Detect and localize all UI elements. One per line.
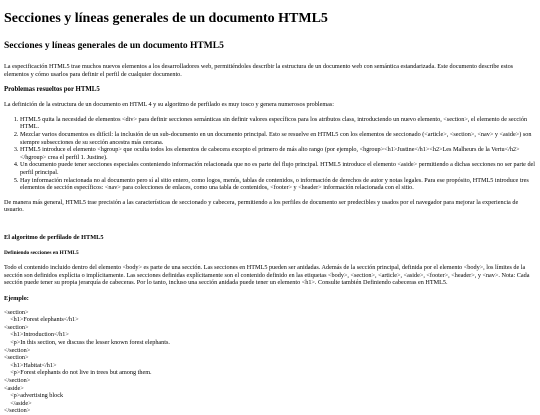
defining-heading: Definiendo secciones en HTML5 [4,249,79,256]
list-item: 5. Hay información relacionada no al documento pero sí al sitio entero, como logos, menús, tablas de contenidos, o información de derechos de autor y notas legales. Para ese propósito, HTML5 introduce tres elementos de sección específicos: <nav> para colecciones de enlaces, como una tabla de contenidos, <footer> y <header> información relacionada con el sitio. [20,177,536,192]
list-item: 2. Mezclar varios documentos es difícil: la inclusión de un sub-documento en un documento principal. Esto se resuelve en HTML5 con los elementos de seccionado (<article>, <section>, <nav> y <aside>) son siempre subsecciones de su sección ancestra más cercana. [20,131,536,146]
problems-conclusion: De manera más general, HTML5 trae precisión a las características de seccionado y cabecera, permitiendo a los perfiles de documento ser predecibles y usados por el navegador para mejorar la experiencia de usuario. [4,198,519,214]
problems-list [4,116,536,192]
section-title: Secciones y líneas generales de un documento HTML5 [4,41,224,51]
problems-intro: La definición de la estructura de un documento en HTML 4 y su algoritmo de perfilado es muy tosco y genera numerosos problemas: [4,101,335,109]
page-title: Secciones y líneas generales de un documento HTML5 [4,11,328,26]
defining-paragraph: Todo el contenido incluido dentro del elemento <body> es parte de una sección. Las secciones en HTML5 pueden ser anidadas. Además de la sección principal, definida por el elemento <body>, los límites de la sección son definidos explícita o implícitamente. Las secciones definidas explícitamente son el contenido definido en las etiquetas <body>, <section>, <article>, <aside>, <footer>, <header>, y <nav>. Nota: Cada sección puede tener su propia jerarquía de cabeceras. Por lo tanto, incluso una sección anidada puede tener un elemento <h1>. Consulte también Definiendo cabeceras en HTML5. [4,263,530,287]
example-code-block: <section> <h1>Forest elephants</h1> <section> <h1>Introduction</h1> <p>In this section, we discuss the lesser known forest elephants. </section> <section> <h1>Habitat</h1> <p>Forest elephants do not live in trees but among them. </section> <aside> <p>advertising block </aside> </section> [4,308,170,415]
spacer [4,214,536,226]
list-item: 4. Un documento puede tener secciones especiales conteniendo información relacionada que no es parte del flujo principal. HTML5 introduce el elemento <aside> permitiendo a dichas secciones no ser parte del perfil principal. [20,161,536,176]
algorithm-heading: El algoritmo de perfilado de HTML5 [4,233,104,241]
intro-paragraph: La especificación HTML5 trae muchos nuevos elementos a los desarrolladores web, permitiéndoles describir la estructura de un documento web con semántica estandarizada. Este documento describe estos elementos y cómo usarlos para definir el perfil de cualquier documento. [4,63,514,78]
example-heading: Ejemplo: [4,294,29,302]
problems-heading: Problemas resueltos por HTML5 [4,86,100,94]
list-item: 1. HTML5 quita la necesidad de elementos <div> para definir secciones semánticas sin definir valores específicos para los atributos class, introduciendo un nuevo elemento, <section>, el elemento de sección HTML. [20,116,536,131]
document-page [0,10,540,415]
list-item: 3. HTML5 introduce el elemento <hgroup> que oculta todos los elementos de cabecera excepto el primero de más alto rango (por ejemplo, <hgroup><h1>Justine</h1><h2>Les Malheurs de la Vertu</h2></hgroup> crea el perfil 1. Justine). [20,146,536,161]
